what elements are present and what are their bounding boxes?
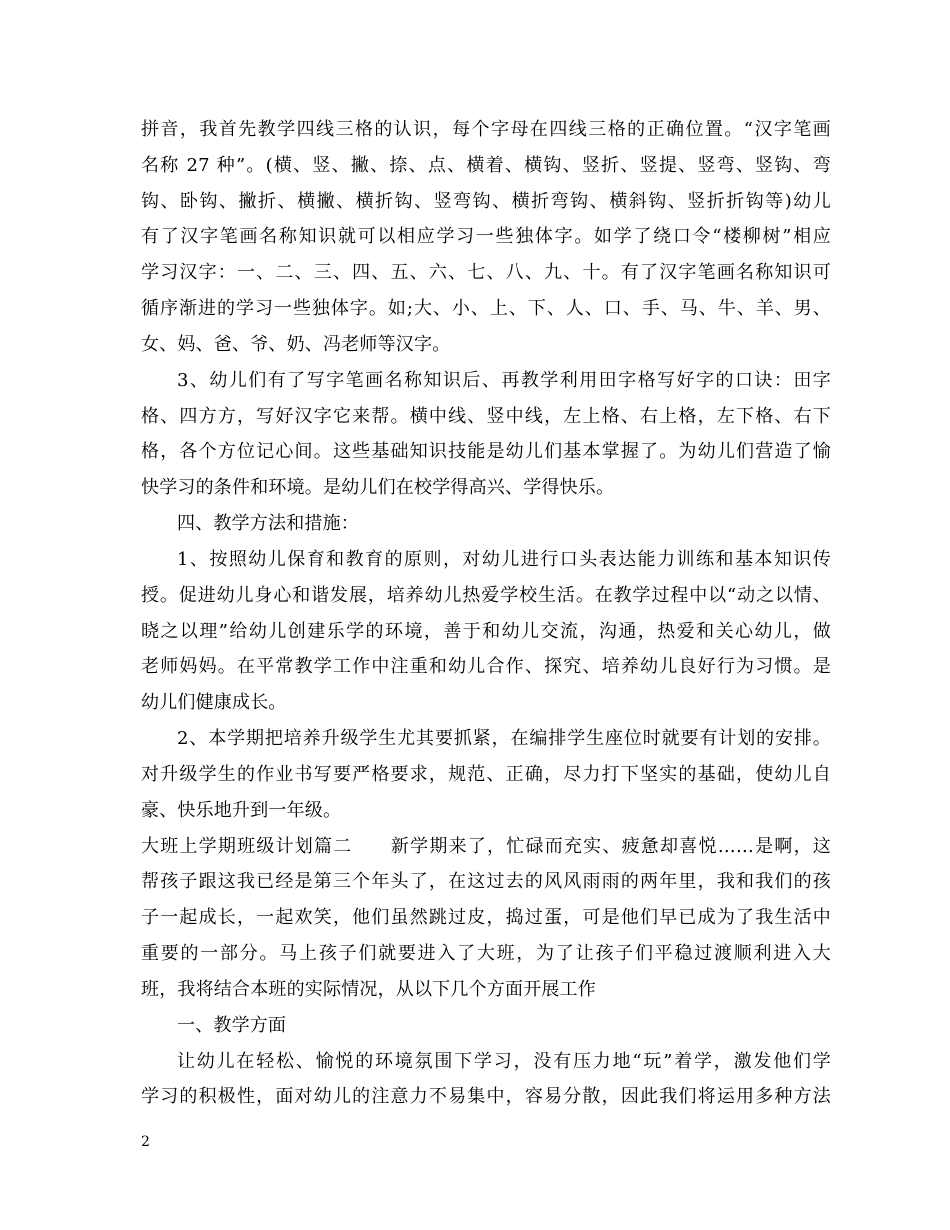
text-line: 格、四方方，写好汉字它来帮。横中线、竖中线，左上格、右上格，左下格、右下 [141, 406, 831, 427]
text-line: 2、本学期把培养升级学生尤其要抓紧，在编排学生座位时就要有计划的安排。 [177, 728, 831, 749]
text-line: 帮孩子跟这我已经是第三个年头了，在这过去的风风雨雨的两年里，我和我们的孩 [141, 871, 831, 892]
text-line: 名称 27 种”。(横、竖、撇、捺、点、横着、横钩、竖折、竖提、竖弯、竖钩、弯 [141, 155, 831, 176]
text-line: 循序渐进的学习一些独体字。如;大、小、上、下、人、口、手、马、牛、羊、男、 [141, 298, 831, 319]
text-line: 老师妈妈。在平常教学工作中注重和幼儿合作、探究、培养幼儿良好行为习惯。是 [141, 656, 831, 677]
text-line: 格，各个方位记心间。这些基础知识技能是幼儿们基本掌握了。为幼儿们营造了愉 [141, 441, 831, 462]
text-line: 晓之以理”给幼儿创建乐学的环境，善于和幼儿交流，沟通，热爱和关心幼儿，做 [141, 621, 831, 642]
section-heading: 四、教学方法和措施： [177, 513, 359, 534]
text-line: 学习的积极性，面对幼儿的注意力不易集中，容易分散，因此我们将运用多种方法 [141, 1086, 831, 1107]
text-line: 让幼儿在轻松、愉悦的环境氛围下学习，没有压力地“玩”着学，激发他们学 [177, 1051, 831, 1072]
text-line: 拼音，我首先教学四线三格的认识，每个字母在四线三格的正确位置。“汉字笔画 [141, 119, 831, 140]
text-line: 1、按照幼儿保育和教育的原则，对幼儿进行口头表达能力训练和基本知识传 [177, 549, 831, 570]
text-line: 学习汉字：一、二、三、四、五、六、七、八、九、十。有了汉字笔画名称知识可 [141, 262, 831, 283]
text-line: 幼儿们健康成长。 [141, 692, 287, 713]
text-line: 大班上学期班级计划篇二 新学期来了，忙碌而充实、疲惫却喜悦……是啊，这 [141, 836, 831, 857]
text-line: 对升级学生的作业书写要严格要求，规范、正确，尽力打下坚实的基础，使幼儿自 [141, 764, 831, 785]
text-line: 钩、卧钩、撇折、横撇、横折钩、竖弯钩、横折弯钩、横斜钩、竖折折钩等)幼儿 [141, 191, 831, 212]
section-heading: 一、教学方面 [177, 1015, 287, 1036]
text-line: 授。促进幼儿身心和谐发展，培养幼儿热爱学校生活。在教学过程中以“动之以情、 [141, 585, 831, 606]
page-number: 2 [141, 1134, 150, 1150]
text-line: 班，我将结合本班的实际情况，从以下几个方面开展工作 [141, 979, 596, 1000]
text-line: 3、幼儿们有了写字笔画名称知识后、再教学利用田字格写好字的口诀：田字 [177, 370, 831, 391]
text-line: 有了汉字笔画名称知识就可以相应学习一些独体字。如学了绕口令“楼柳树”相应 [141, 226, 831, 247]
text-line: 女、妈、爸、爷、奶、冯老师等汉字。 [141, 334, 451, 355]
text-line: 豪、快乐地升到一年级。 [141, 800, 342, 821]
text-line: 快学习的条件和环境。是幼儿们在校学得高兴、学得快乐。 [141, 477, 615, 498]
text-line: 重要的一部分。马上孩子们就要进入了大班，为了让孩子们平稳过渡顺利进入大 [141, 943, 831, 964]
text-line: 子一起成长，一起欢笑，他们虽然跳过皮，捣过蛋，可是他们早已成为了我生活中 [141, 907, 831, 928]
